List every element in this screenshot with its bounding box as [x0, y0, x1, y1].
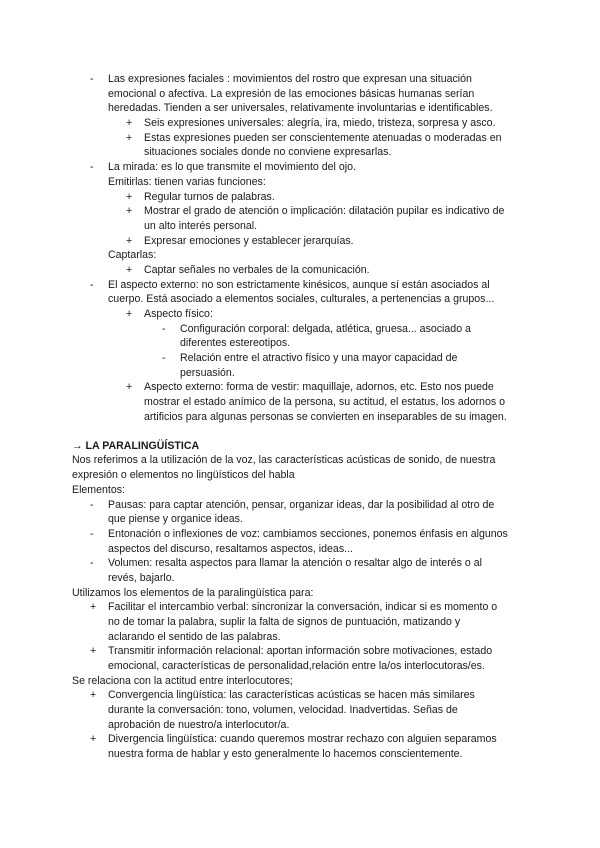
plus-bullet-marker: +: [126, 381, 133, 393]
text-line: Aspecto físico:: [144, 308, 213, 320]
text-line: persuasión.: [180, 367, 235, 379]
text-line: Pausas: para captar atención, pensar, organizar ideas, dar la posibilidad al otro de: [108, 499, 495, 511]
text-line: Entonación o inflexiones de voz: cambiamos secciones, ponemos énfasis en algunos: [108, 528, 508, 540]
dash-bullet-marker: -: [90, 528, 94, 540]
plus-bullet-marker: +: [90, 689, 97, 701]
text-line: emocional o afectiva. La expresión de las emociones básicas humanas serían: [108, 88, 475, 100]
text-line: un alto interés personal.: [144, 220, 258, 232]
text-line: El aspecto externo: no son estrictamente kinésicos, aunque sí están asociados al: [108, 279, 490, 291]
dash-bullet-marker: -: [90, 279, 94, 291]
text-line: Transmitir información relacional: aportan información sobre motivaciones, estado: [108, 645, 493, 657]
text-line: no de tomar la palabra, suplir la falta de signos de puntuación, matizando y: [108, 616, 461, 628]
plus-bullet-marker: +: [126, 132, 133, 144]
section-heading: → LA PARALINGÜÍSTICA: [72, 440, 200, 452]
text-line: que piense y organice ideas.: [108, 513, 243, 525]
text-line: expresión o elementos no lingüísticos del habla: [72, 469, 295, 481]
plus-bullet-marker: +: [90, 645, 97, 657]
text-line: Nos referimos a la utilización de la voz, las características acústicas de sonido, de nuestra: [72, 454, 496, 466]
dash-bullet-marker: -: [162, 352, 166, 364]
plus-bullet-marker: +: [126, 264, 133, 276]
plus-bullet-marker: +: [126, 191, 133, 203]
text-line: diferentes estereotipos.: [180, 337, 291, 349]
dash-bullet-marker: -: [90, 161, 94, 173]
text-line: Convergencia lingüística: las características acústicas se hacen más similares: [108, 689, 475, 701]
text-line: situaciones sociales donde no conviene expresarlas.: [144, 146, 392, 158]
text-line: mostrar el estado anímico de la persona, su actitud, el estatus, los adornos o: [144, 396, 505, 408]
plus-bullet-marker: +: [90, 733, 97, 745]
dash-bullet-marker: -: [90, 557, 94, 569]
text-line: emocional, características de personalidad,relación entre la/os interlocutoras/es.: [108, 660, 485, 672]
text-line: Configuración corporal: delgada, atlética, gruesa... asociado a: [180, 323, 471, 335]
text-line: Emitirlas: tienen varias funciones:: [108, 176, 266, 188]
plus-bullet-marker: +: [90, 601, 97, 613]
plus-bullet-marker: +: [126, 235, 133, 247]
text-line: aspectos del discurso, resaltamos aspectos, ideas...: [108, 543, 353, 555]
text-line: Estas expresiones pueden ser conscientemente atenuadas o moderadas en: [144, 132, 502, 144]
text-line: La mirada: es lo que transmite el movimiento del ojo.: [108, 161, 356, 173]
text-line: Elementos:: [72, 484, 125, 496]
text-line: durante la conversación: tono, volumen, velocidad. Inadvertidas. Señas de: [108, 704, 458, 716]
text-line: nuestra forma de hablar y esto generalmente lo hacemos conscientemente.: [108, 748, 463, 760]
text-line: Se relaciona con la actitud entre interlocutores;: [72, 675, 293, 687]
text-line: Las expresiones faciales : movimientos del rostro que expresan una situación: [108, 73, 472, 85]
text-line: aprobación de nuestro/a interlocutor/a.: [108, 719, 290, 731]
text-line: cuerpo. Está asociado a elementos sociales, culturales, a pertenencias a grupos...: [108, 293, 495, 305]
dash-bullet-marker: -: [162, 323, 166, 335]
text-line: revés, bajarlo.: [108, 572, 175, 584]
dash-bullet-marker: -: [90, 499, 94, 511]
text-line: Volumen: resalta aspectos para llamar la atención o resaltar algo de interés o al: [108, 557, 482, 569]
text-line: Facilitar el intercambio verbal: sincronizar la conversación, indicar si es momento o: [108, 601, 498, 613]
text-line: Mostrar el grado de atención o implicación: dilatación pupilar es indicativo de: [144, 205, 505, 217]
text-line: Utilizamos los elementos de la paralingüística para:: [72, 587, 314, 599]
text-line: Relación entre el atractivo físico y una mayor capacidad de: [180, 352, 458, 364]
text-line: heredadas. Tienden a ser universales, relativamente involuntarias e identificables.: [108, 102, 493, 114]
text-line: Captarlas:: [108, 249, 157, 261]
text-line: Captar señales no verbales de la comunicación.: [144, 264, 370, 276]
text-line: Expresar emociones y establecer jerarquías.: [144, 235, 354, 247]
text-line: Divergencia lingüística: cuando queremos mostrar rechazo con alguien separamos: [108, 733, 497, 745]
text-line: Aspecto externo: forma de vestir: maquillaje, adornos, etc. Esto nos puede: [144, 381, 494, 393]
text-line: aclarando el sentido de las palabras.: [108, 631, 281, 643]
dash-bullet-marker: -: [90, 73, 94, 85]
plus-bullet-marker: +: [126, 117, 133, 129]
text-line: Regular turnos de palabras.: [144, 191, 275, 203]
text-line: artificios para algunas personas se convierten en inseparables de su imagen.: [144, 411, 507, 423]
plus-bullet-marker: +: [126, 205, 133, 217]
text-line: Seis expresiones universales: alegría, ira, miedo, tristeza, sorpresa y asco.: [144, 117, 496, 129]
plus-bullet-marker: +: [126, 308, 133, 320]
